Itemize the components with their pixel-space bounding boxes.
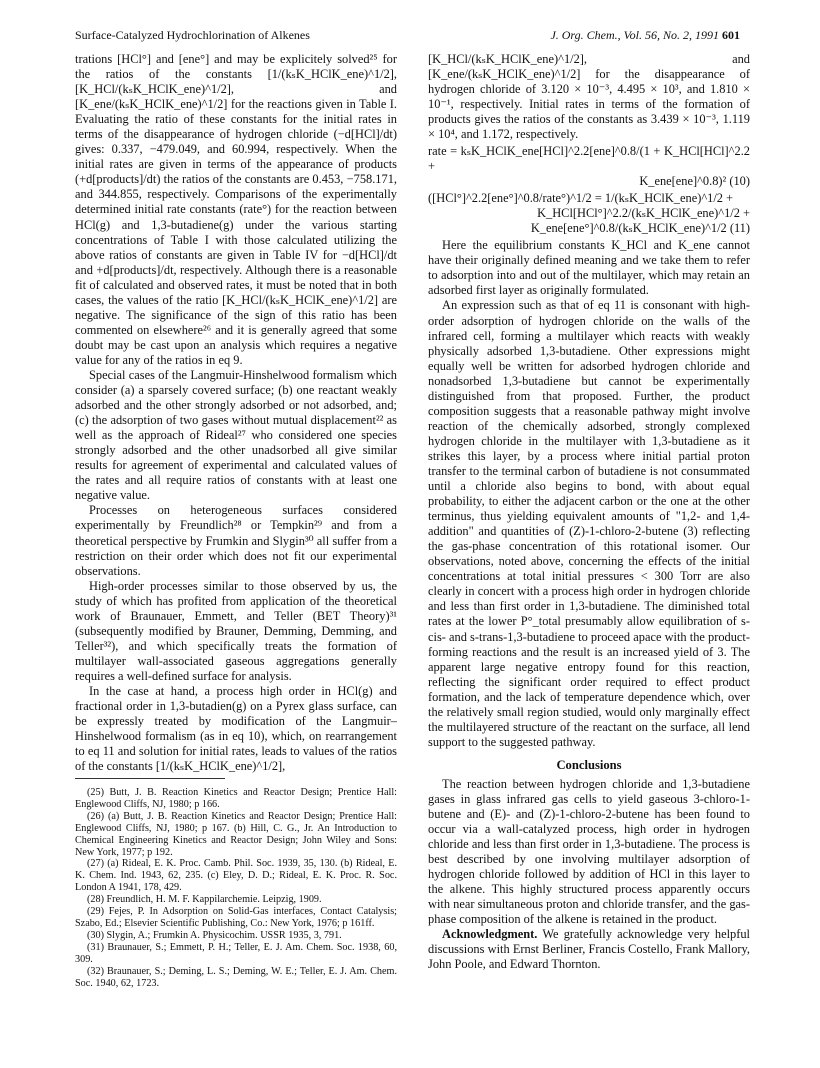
right-column	[428, 52, 750, 973]
reference: (26) (a) Butt, J. B. Reaction Kinetics and Reactor Design; Prentice Hall: Englewood Cliffs, NJ, 1980; p 167. (b) Hill, C. G., Jr. An Introduction to Chemical Engineering Kinetics and Reactor Design; John Wiley and Sons: New York, 1977; p 192.	[75, 810, 397, 858]
equation-11	[428, 191, 750, 236]
journal-name: J. Org. Chem.,	[550, 28, 621, 42]
reference: (28) Freundlich, H. M. F. Kappilarchemie. Leipzig, 1909.	[87, 894, 322, 906]
footnotes	[75, 778, 397, 989]
paragraph: trations [HCl°] and [ene°] and may be explicitely solved²⁵ for the ratios of the constants [1/(kₛK_HClK_ene)^1/2], [K_HCl/(kₛK_HClK_ene)^1/2], and [K_ene/(kₛK_HClK_ene)^1/2] for the reactions given in Table I. Evaluating the ratio of these constants for the initial rates in terms of the disappearance of hydrogen chloride (−d[HCl]/dt) gives: 0.337, −479.049, and 60.994, respectively. When the initial rates are given in terms of the appearance of products (+d[products]/dt) the ratios of the constants are 0.453, −758.171, and 344.855, respectively. Comparisons of the experimentally determined initial rate constants (rate°) for the reaction between HCl(g) and 1,3-butadiene(g) under the various starting concentrations of Table I with those calculated utilizing the above ratios of constants are given in Table IV for −d[HCl]/dt and +d[products]/dt, respectively. Although there is a reasonable fit of calculated and observed rates, it must be noted that in both cases, the values of the ratio [K_HCl/(kₛK_HClK_ene)^1/2] are negative. The significance of the sign of this ratio has been commented on elsewhere²⁶ and it is generally agreed that some doubt may be cast upon an analysis which requires a negative value for any of the ratios in eq 9.	[75, 52, 397, 367]
paragraph: The reaction between hydrogen chloride and 1,3-butadiene gases in glass infrared gas cells to yield gaseous 3-chloro-1-butene and (E)- and (Z)-1-chloro-2-butene has been found to occur via a wall-catalyzed process, high order in hydrogen chloride and less than first order in 1,3-butadiene. The process is best described by one involving multilayer adsorption of hydrogen chloride followed by addition of HCl in this layer to the alkene. This highly structured process apparently occurs with near simultaneous proton and chloride transfer, and the gas-phase composition of the alkene is retained in the product.	[428, 776, 750, 927]
paragraph: Special cases of the Langmuir-Hinshelwood formalism which consider (a) a sparsely covered surface; (b) one reactant weakly adsorbed and the other strongly adsorbed or not adsorbed, and; (c) the adsorption of two gases without mutual displacement²² as well as the approach of Rideal²⁷ who considered one species strongly adsorbed and the other unadsorbed all give similar results for agreement of experimental and calculated values of the rates and all require ratios of constants with at least one negative value.	[75, 367, 397, 503]
equation-line: rate = kₛK_HClK_ene[HCl]^2.2[ene]^0.8/(1 + K_HCl[HCl]^2.2 +	[428, 144, 750, 174]
equation-line: K_ene[ene°]^0.8/(kₛK_HClK_ene)^1/2 (11)	[530, 221, 750, 236]
reference: (25) Butt, J. B. Reaction Kinetics and Reactor Design; Prentice Hall: Englewood Cliffs, NJ, 1980; p 166.	[75, 787, 397, 810]
equation-line: K_HCl[HCl°]^2.2/(kₛK_HClK_ene)^1/2 +	[537, 206, 750, 221]
reference: (29) Fejes, P. In Adsorption on Solid-Gas interfaces, Contact Catalysis; Szabo, Ed.; Elsevier Scientific Publishing, Co.: New York, 1976; p 161ff.	[75, 906, 397, 929]
footnote-divider	[75, 778, 225, 779]
paragraph: In the case at hand, a process high order in HCl(g) and fractional order in 1,3-butadien(g) on a Pyrex glass surface, can be expressly treated by modification of the Langmuir–Hinshelwood formalism (as in eq 10), which, on rearrangement to eq 11 and solution for initial rates, leads to values of the ratios of the constants [1/(kₛK_HClK_ene)^1/2],	[75, 683, 397, 774]
reference: (27) (a) Rideal, E. K. Proc. Camb. Phil. Soc. 1939, 35, 130. (b) Rideal, E. K. Chem. Ind. 1943, 62, 235. (c) Eley, D. D.; Rideal, E. K. Proc. R. Soc. London A 1941, 178, 429.	[75, 858, 397, 894]
reference: (31) Braunauer, S.; Emmett, P. H.; Teller, E. J. Am. Chem. Soc. 1938, 60, 309.	[75, 941, 397, 965]
running-header	[75, 28, 740, 46]
journal-volume: Vol. 56, No. 2, 1991	[623, 28, 719, 42]
section-heading: Conclusions	[556, 757, 622, 772]
paragraph: An expression such as that of eq 11 is consonant with high-order adsorption of hydrogen chloride on the walls of the infrared cell, forming a multilayer which reacts with weakly physically adsorbed 1,3-butadiene. Other expressions might equally well be written for adsorbed hydrogen chloride and nonadsorbed 1,3-butadiene but cannot be experimentally distinguished from that proposed. Further, the product composition suggests that a reasonable pathway might involve reaction of the chemically adsorbed, strongly complexed hydrogen chloride in the multilayer with 1,3-butadiene as it strikes this layer, by a process where initial partial proton transfer to the terminal carbon of butadiene is not consummated until a chloride also begins to bond, with about equal probability, to either the adjacent carbon or the one at the other terminus, thus yielding equivalent amounts of "1,2- and 1,4-addition" and quantities of (Z)-1-chloro-2-butene (3) reflecting the gas-phase concentration of this rotational isomer. Our observations, noted above, concerning the effects of the initial concentrations at total initial pressures < 300 Torr are also clearly in concert with a process high order in hydrogen chloride and less than first order in 1,3-butadiene. The diminished total rates at the lower P°_total presumably allow equilibration of s-cis- and s-trans-1,3-butadiene to proceed apace with the product-forming reactions and the result is an increased yield of 3. The apparent large negative entropy found for this reaction, reflecting the significant order required to effect product formation, and the lack of temperature dependence which, over the relatively small region studied, would only marginally effect the multilayered structure of the reactant on the surface, all lend support to the suggested pathway.	[428, 298, 750, 749]
journal-citation	[550, 28, 740, 43]
paragraph: High-order processes similar to those observed by us, the study of which has profited from application of the theoretical work of Braunauer, Emmett, and Teller (BET Theory)³¹ (subsequently modified by Brauner, Demming, Demming, and Teller³²), and which specifically treats the formation of multilayer wall-associated gaseous aggregations generally requires a well-defined surface for analysis.	[75, 578, 397, 683]
equation-line: K_ene[ene]^0.8)² (10)	[639, 174, 750, 189]
equation-10	[428, 144, 750, 189]
equation-line: ([HCl°]^2.2[ene°]^0.8/rate°)^1/2 = 1/(kₛK_HClK_ene)^1/2 +	[428, 191, 734, 206]
reference: (30) Slygin, A.; Frumkin A. Physicochim. USSR 1935, 3, 791.	[87, 929, 342, 941]
paragraph: Processes on heterogeneous surfaces considered experimentally by Freundlich²⁸ or Tempkin²⁹ and from a theoretical perspective by Frumkin and Slygin³⁰ all suffer from a restriction on their order which does not fit our experimental observations.	[75, 503, 397, 578]
acknowledgment	[428, 927, 750, 972]
paragraph: [K_HCl/(kₛK_HClK_ene)^1/2], and [K_ene/(kₛK_HClK_ene)^1/2] for the disappearance of hydrogen chloride of 3.120 × 10⁻³, 4.495 × 10³, and 1.810 × 10⁻¹, respectively. Initial rates in terms of the formation of products gives the ratios of the constants as 3.439 × 10⁻³, 1.119 × 10⁴, and 1.172, respectively.	[428, 52, 750, 142]
reference: (32) Braunauer, S.; Deming, L. S.; Deming, W. E.; Teller, E. J. Am. Chem. Soc. 1940, 62, 1723.	[75, 965, 397, 989]
paragraph: Here the equilibrium constants K_HCl and K_ene cannot have their originally defined meaning and we take them to refer to adsorption into and out of the multilayer, which may retain an adsorbed first layer as originally formulated.	[428, 238, 750, 298]
acknowledgment-text: We gratefully acknowledge very helpful discussions with Ernst Berliner, Francis Costello, Frank Mallory, John Poole, and Edward Thornton.	[428, 927, 750, 972]
acknowledgment-label: Acknowledgment.	[442, 927, 538, 942]
left-column	[75, 52, 397, 774]
running-title: Surface-Catalyzed Hydrochlorination of Alkenes	[75, 28, 310, 42]
page-number: 601	[722, 28, 740, 42]
